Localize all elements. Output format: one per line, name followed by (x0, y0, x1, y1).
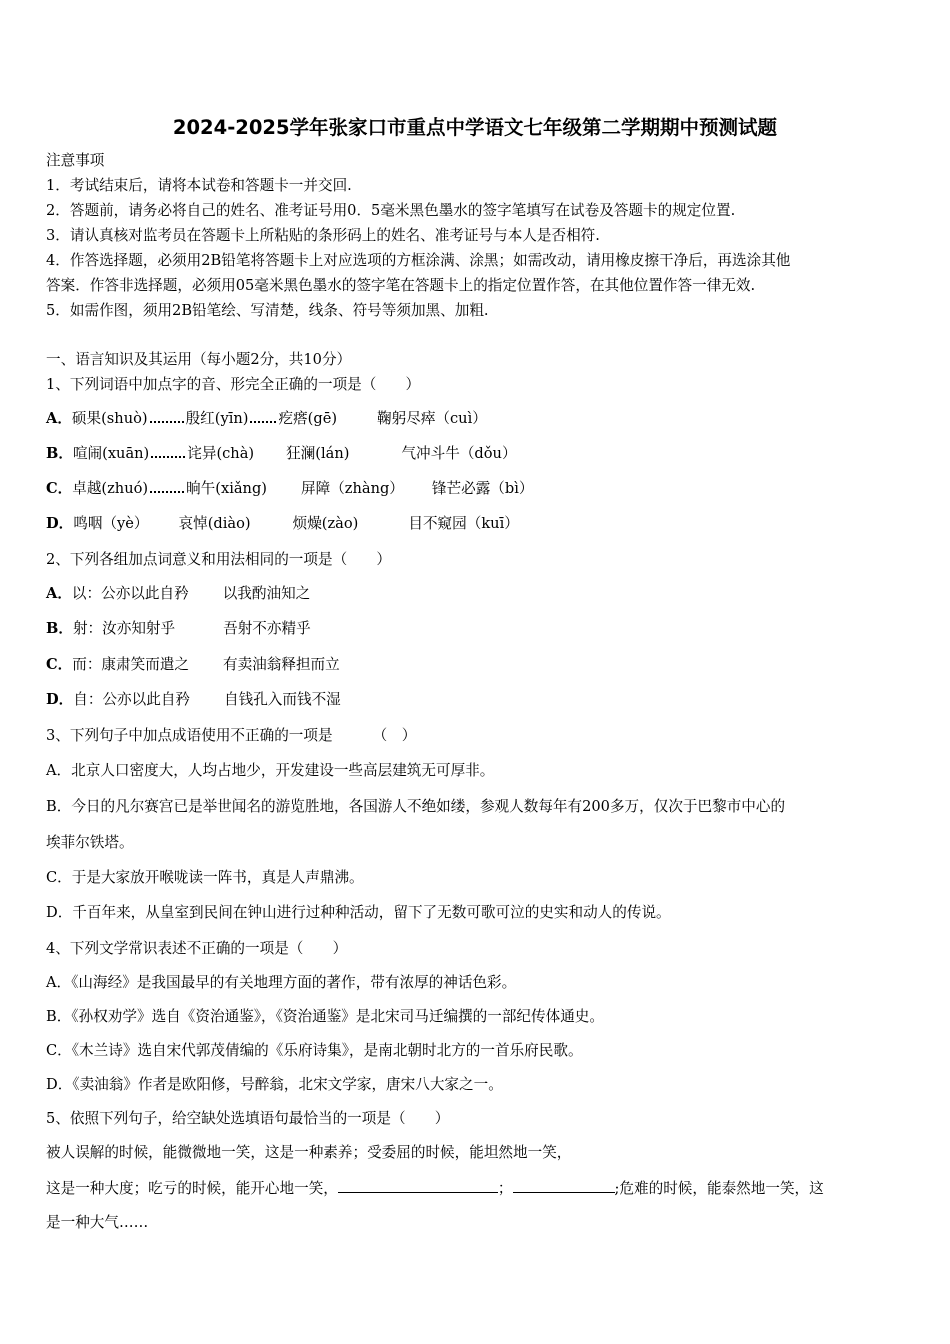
question-4-option-b: B．《孙权劝学》选自《资治通鉴》，《资治通鉴》是北宋司马迁编撰的一部纪传体通史。 (46, 1008, 604, 1025)
word: 卓越(zhuó) (72, 480, 149, 497)
question-5-text: 是一种大气…… (46, 1214, 149, 1231)
section-heading: 一、语言知识及其运用（每小题2分，共10分） (46, 351, 352, 368)
question-3-option-d: D．千百年来，从皇室到民间在钟山进行过种种活动，留下了无数可歌可泣的史实和动人的传说。 (46, 904, 671, 921)
answer-paren: （ ） (372, 727, 417, 744)
word: 气冲斗牛（dǒu） (401, 445, 517, 462)
option-letter: D． (46, 515, 74, 532)
word: 鸣咽（yè） (73, 515, 149, 532)
stem-text: 3、下列句子中加点成语使用不正确的一项是 (46, 727, 333, 744)
question-4-option-a: A．《山海经》是我国最早的有关地理方面的著作，带有浓厚的神话色彩。 (46, 974, 517, 991)
notice-item: 2．答题前，请务必将自己的姓名、准考证号用0．5毫米黑色墨水的签字笔填写在试卷及答题卡的规定位置. (46, 202, 736, 219)
option-text: 自：公亦以此自矜 (73, 691, 191, 708)
word: 疙瘩(gē) (278, 410, 338, 427)
option-text: 射：汝亦知射乎 (72, 620, 176, 637)
word: 诧异(chà) (187, 445, 255, 462)
word: 锋芒必露（bì） (431, 480, 534, 497)
option-letter: A． (46, 410, 72, 427)
notice-item: 3．请认真核对监考员在答题卡上所粘贴的条形码上的姓名、准考证号与本人是否相符. (46, 227, 600, 244)
word: 硕果(shuò) (71, 410, 148, 427)
notice-item: 5．如需作图，须用2B铅笔绘、写清楚，线条、符号等须加黑、加粗. (46, 302, 489, 319)
word: 殷红(yīn) (185, 410, 249, 427)
word: 目不窥园（kuī） (408, 515, 519, 532)
question-5-stem: 5、依照下列句子，给空缺处选填语句最恰当的一项是（ ） (46, 1110, 450, 1127)
notice-item: 答案．作答非选择题，必须用05毫米黑色墨水的签字笔在答题卡上的指定位置作答，在其他位置作答一律无效. (46, 277, 756, 294)
question-4-option-d: D．《卖油翁》作者是欧阳修，号醉翁，北宋文学家，唐宋八大家之一。 (46, 1076, 503, 1093)
question-3-option-a: A．北京人口密度大，人均占地少，开发建设一些高层建筑无可厚非。 (46, 762, 495, 779)
word: 屏障（zhàng） (301, 480, 404, 497)
option-letter: C． (46, 656, 73, 673)
option-text: 以：公亦以此自矜 (71, 585, 189, 602)
text-fragment: ;危难的时候，能泰然地一笑，这 (614, 1180, 824, 1197)
question-2-option-d (46, 691, 341, 709)
word: 烦燥(zào) (292, 515, 359, 532)
option-text: 有卖油翁释担而立 (222, 656, 340, 673)
question-5-text: 被人误解的时候，能微微地一笑，这是一种素养；受委屈的时候，能坦然地一笑， (46, 1144, 572, 1161)
option-letter: B． (46, 445, 73, 462)
separator: ； (497, 1180, 513, 1197)
question-4-stem: 4、下列文学常识表述不正确的一项是（ ） (46, 940, 348, 957)
page-title: 2024-2025学年张家口市重点中学语文七年级第二学期期中预测试题 (172, 116, 778, 139)
fill-blank-1[interactable] (338, 1178, 498, 1193)
option-letter: C． (46, 480, 73, 497)
question-1-option-a (46, 410, 487, 428)
question-2-option-a (46, 585, 310, 603)
question-2-option-b (46, 620, 311, 638)
option-text: 吾射不亦精乎 (223, 620, 311, 637)
word: 哀悼(diào) (178, 515, 251, 532)
question-2-stem: 2、下列各组加点词意义和用法相同的一项是（ ） (46, 551, 391, 568)
word: 鞠躬尽瘁（cuì） (377, 410, 487, 427)
word: 喧闹(xuān) (72, 445, 150, 462)
question-3-option-c: C．于是大家放开喉咙读一阵书，真是人声鼎沸。 (46, 869, 364, 886)
question-5-text (46, 1178, 824, 1198)
option-text: 而：康肃笑而遣之 (72, 656, 189, 673)
question-3-option-b-cont: 埃菲尔铁塔。 (46, 834, 134, 851)
text-fragment: 这是一种大度；吃亏的时候，能开心地一笑， (46, 1180, 338, 1197)
option-text: 自钱孔入而钱不湿 (224, 691, 341, 708)
fill-blank-2[interactable] (513, 1178, 615, 1193)
word: 狂澜(lán) (286, 445, 350, 462)
option-letter: B． (46, 620, 73, 637)
question-3-stem (46, 727, 416, 745)
notice-heading: 注意事项 (46, 152, 105, 169)
question-1-option-b (46, 445, 517, 463)
option-text: 以我酌油知之 (222, 585, 311, 602)
notice-item: 4．作答选择题，必须用2B铅笔将答题卡上对应选项的方框涂满、涂黑；如需改动，请用橡皮擦干净后，再选涂其他 (46, 252, 791, 269)
question-3-option-b: B．今日的凡尔赛宫已是举世闻名的游览胜地，各国游人不绝如缕，参观人数每年有200多万，仅次于巴黎市中心的 (46, 798, 786, 815)
question-4-option-c: C．《木兰诗》选自宋代郭茂倩编的《乐府诗集》，是南北朝时北方的一首乐府民歌。 (46, 1042, 583, 1059)
option-letter: D． (46, 691, 74, 708)
word: 晌午(xiǎng) (186, 480, 267, 497)
question-1-stem: 1、下列词语中加点字的音、形完全正确的一项是（ ） (46, 376, 421, 393)
question-1-option-d (46, 515, 519, 533)
option-letter: A． (46, 585, 72, 602)
notice-item: 1．考试结束后，请将本试卷和答题卡一并交回. (46, 177, 352, 194)
question-2-option-c (46, 656, 340, 674)
question-1-option-c (46, 480, 533, 498)
